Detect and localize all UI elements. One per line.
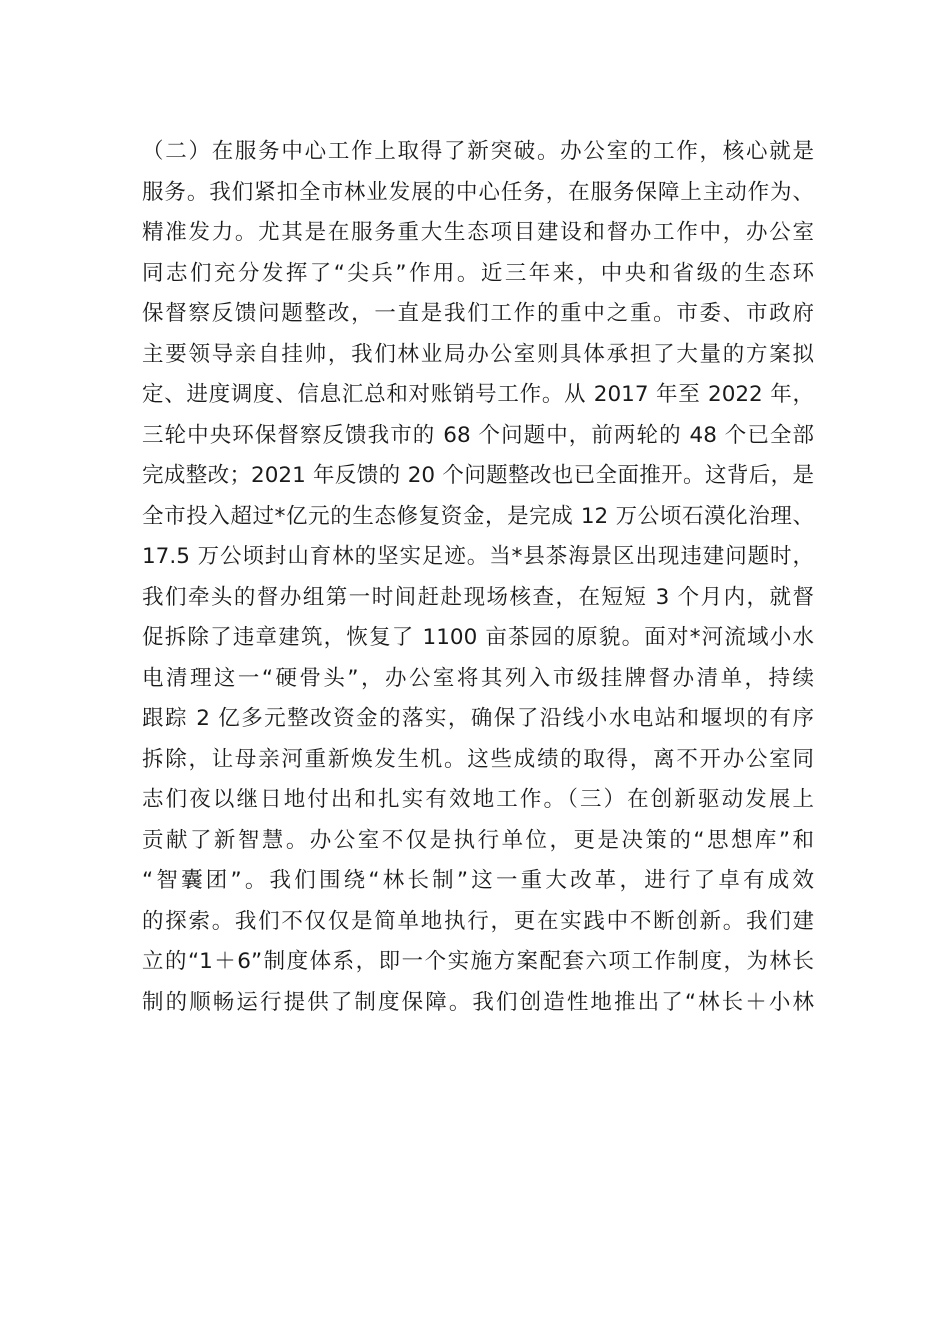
text-line: 全市投入超过*亿元的生态修复资金，是完成 12 万公顷石漠化治理、 xyxy=(142,503,814,529)
body-paragraph xyxy=(142,132,814,1023)
text-line: 17.5 万公顷封山育林的坚实足迹。当*县茶海景区出现违建问题时， xyxy=(142,544,814,569)
text-line: 保督察反馈问题整改，一直是我们工作的重中之重。市委、市政府 xyxy=(142,301,814,326)
text-line: 我们牵头的督办组第一时间赶赴现场核查，在短短 3 个月内，就督 xyxy=(142,584,814,610)
text-line: 贡献了新智慧。办公室不仅是执行单位，更是决策的“思想库”和 xyxy=(142,827,814,853)
text-line: 拆除，让母亲河重新焕发生机。这些成绩的取得，离不开办公室同 xyxy=(142,746,814,772)
text-line: 志们夜以继日地付出和扎实有效地工作。（三）在创新驱动发展上 xyxy=(142,787,814,812)
text-line: 立的“1＋6”制度体系，即一个实施方案配套六项工作制度，为林长 xyxy=(142,949,814,974)
text-line: 促拆除了违章建筑，恢复了 1100 亩茶园的原貌。面对*河流域小水 xyxy=(142,625,814,650)
text-line: 跟踪 2 亿多元整改资金的落实，确保了沿线小水电站和堰坝的有序 xyxy=(142,706,814,731)
text-line: 的探索。我们不仅仅是简单地执行，更在实践中不断创新。我们建 xyxy=(142,908,814,934)
text-line: 服务。我们紧扣全市林业发展的中心任务，在服务保障上主动作为、 xyxy=(142,179,814,205)
text-line: 主要领导亲自挂帅，我们林业局办公室则具体承担了大量的方案拟 xyxy=(142,341,814,367)
text-line: 同志们充分发挥了“尖兵”作用。近三年来，中央和省级的生态环 xyxy=(142,260,814,286)
text-line: 电清理这一“硬骨头”，办公室将其列入市级挂牌督办清单，持续 xyxy=(142,665,814,691)
text-line: （二）在服务中心工作上取得了新突破。办公室的工作，核心就是 xyxy=(142,139,814,164)
text-line: 定、进度调度、信息汇总和对账销号工作。从 2017 年至 2022 年， xyxy=(142,382,814,407)
text-line: “智囊团”。我们围绕“林长制”这一重大改革，进行了卓有成效 xyxy=(142,868,814,893)
text-line: 完成整改；2021 年反馈的 20 个问题整改也已全面推开。这背后，是 xyxy=(142,463,814,488)
text-line: 精准发力。尤其是在服务重大生态项目建设和督办工作中，办公室 xyxy=(142,220,814,245)
text-line: 制的顺畅运行提供了制度保障。我们创造性地推出了“林长＋小林 xyxy=(142,989,814,1015)
text-line: 三轮中央环保督察反馈我市的 68 个问题中，前两轮的 48 个已全部 xyxy=(142,422,814,448)
